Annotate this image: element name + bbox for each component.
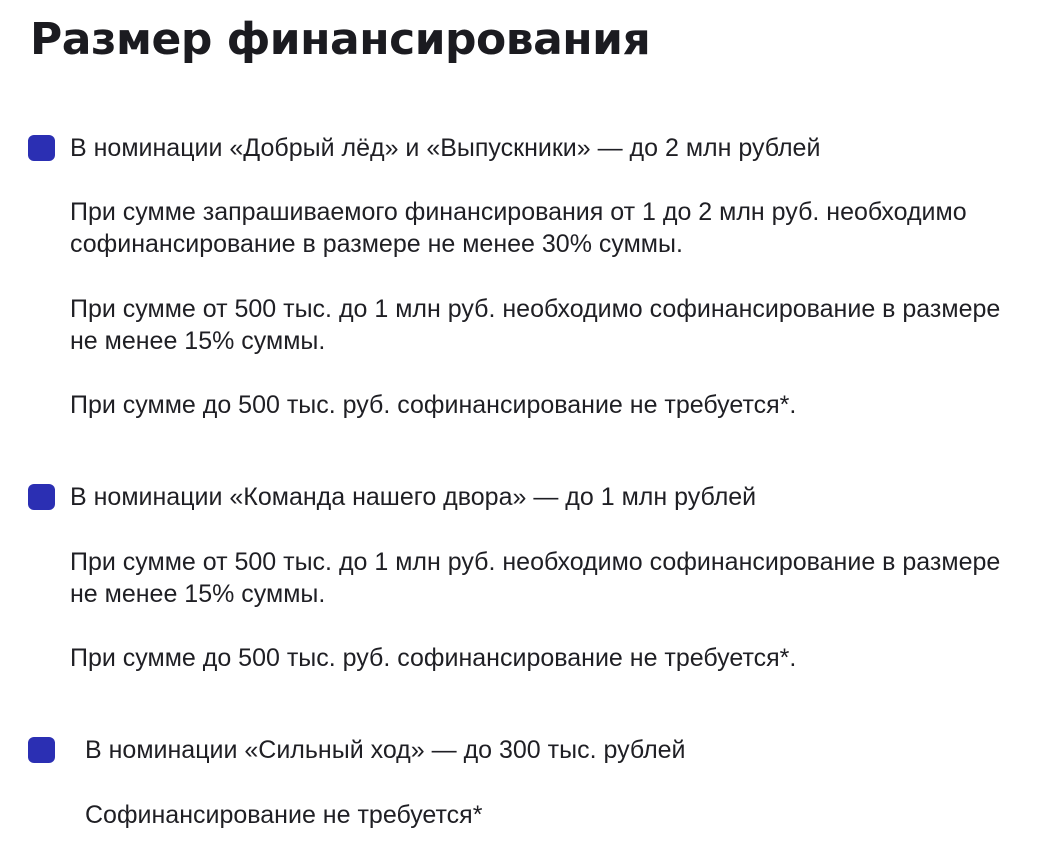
- page-title: Размер финансирования: [30, 14, 651, 65]
- section-heading-row: [0, 734, 1051, 766]
- section-paragraph: При сумме от 500 тыс. до 1 млн руб. необходимо софинансирование в размере не менее 15% суммы.: [70, 548, 1001, 608]
- section-heading: В номинации «Добрый лёд» и «Выпускники» — до 2 млн рублей: [70, 134, 821, 162]
- section-paragraph: При сумме от 500 тыс. до 1 млн руб. необходимо софинансирование в размере не менее 15% суммы.: [70, 295, 1001, 355]
- section-heading: В номинации «Команда нашего двора» — до 1 млн рублей: [70, 483, 757, 511]
- bullet-marker: [28, 737, 55, 763]
- section-paragraph: Софинансирование не требуется*: [85, 801, 483, 829]
- section-heading-row: [0, 132, 1051, 164]
- section-paragraph: При сумме запрашиваемого финансирования от 1 до 2 млн руб. необходимо софинансирование в размере не менее 30% суммы.: [70, 198, 967, 258]
- bullet-marker: [28, 135, 55, 161]
- section-heading-row: [0, 481, 1051, 513]
- bullet-marker: [28, 484, 55, 510]
- section-paragraph: При сумме до 500 тыс. руб. софинансирование не требуется*.: [70, 391, 797, 419]
- section-paragraph: При сумме до 500 тыс. руб. софинансирование не требуется*.: [70, 644, 797, 672]
- section-heading: В номинации «Сильный ход» — до 300 тыс. рублей: [85, 736, 686, 764]
